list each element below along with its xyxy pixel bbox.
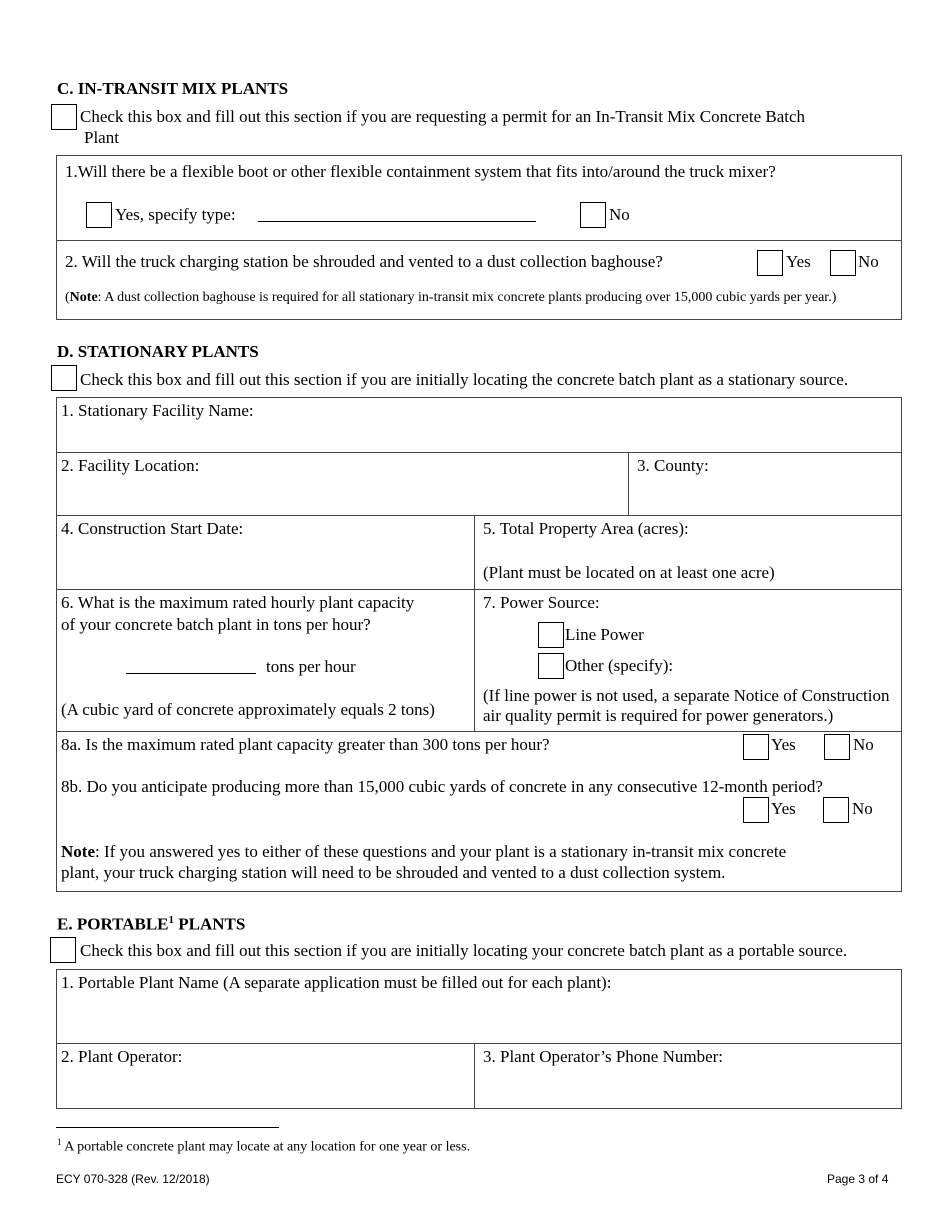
d-facility-name-label: 1. Stationary Facility Name: xyxy=(61,401,254,420)
c-q2-yes-checkbox[interactable] xyxy=(757,250,783,276)
d-note-line-1: Note: If you answered yes to either of these questions and your plant is a stationary in-transit mix concrete xyxy=(61,842,787,861)
divider xyxy=(56,731,902,732)
c-q2-text: 2. Will the truck charging station be shrouded and vented to a dust collection baghouse? xyxy=(65,252,663,271)
c-note: (Note: A dust collection baghouse is required for all stationary in-transit mix concrete plants producing over 15,000 cubic yards per year.) xyxy=(65,290,837,305)
d-q8b-yes-checkbox[interactable] xyxy=(743,797,769,823)
section-c-heading: C. IN-TRANSIT MIX PLANTS xyxy=(57,79,289,98)
divider xyxy=(56,589,902,590)
d-capacity-question-1: 6. What is the maximum rated hourly plant capacity xyxy=(61,593,415,612)
c-q1-no-checkbox[interactable] xyxy=(580,202,606,228)
divider xyxy=(56,452,902,453)
d-q8b-no-label: No xyxy=(852,799,873,818)
d-capacity-note: (A cubic yard of concrete approximately equals 2 tons) xyxy=(61,700,435,719)
d-power-note-1: (If line power is not used, a separate Notice of Construction xyxy=(483,686,890,705)
d-county-label: 3. County: xyxy=(637,456,709,475)
divider xyxy=(628,452,629,515)
c-q2-no-checkbox[interactable] xyxy=(830,250,856,276)
page-number: Page 3 of 4 xyxy=(827,1172,889,1186)
d-other-power-label: Other (specify): xyxy=(565,656,674,675)
divider xyxy=(56,1043,902,1044)
divider xyxy=(474,1043,475,1109)
c-q2-yes-label: Yes xyxy=(786,252,811,271)
c-q1-yes-label: Yes, specify type: xyxy=(115,205,236,224)
d-q8a-no-checkbox[interactable] xyxy=(824,734,850,760)
section-d-heading: D. STATIONARY PLANTS xyxy=(57,342,259,361)
c-q1-text: 1.Will there be a flexible boot or other flexible containment system that fits into/around the truck mixer? xyxy=(65,162,776,181)
section-d-checkbox[interactable] xyxy=(51,365,77,391)
d-facility-location-label: 2. Facility Location: xyxy=(61,456,200,475)
d-power-source-label: 7. Power Source: xyxy=(483,593,600,612)
section-e-heading: E. PORTABLE$^1$ PLANTS xyxy=(57,914,246,934)
d-q8b-yes-label: Yes xyxy=(771,799,796,818)
footnote-rule xyxy=(56,1127,279,1128)
d-q8a-text: 8a. Is the maximum rated plant capacity greater than 300 tons per hour? xyxy=(61,735,550,754)
section-d-check-text: Check this box and fill out this section if you are initially locating the concrete batch plant as a stationary source. xyxy=(80,370,849,389)
section-e-check-text: Check this box and fill out this section if you are initially locating your concrete batch plant as a portable source. xyxy=(80,941,848,960)
c-q2-no-label: No xyxy=(858,252,879,271)
section-e-checkbox[interactable] xyxy=(50,937,76,963)
d-q8a-no-label: No xyxy=(853,735,874,754)
d-line-power-label: Line Power xyxy=(565,625,644,644)
d-capacity-question-2: of your concrete batch plant in tons per hour? xyxy=(61,615,371,634)
c-q1-type-field[interactable] xyxy=(258,221,536,222)
section-c-check-text: Check this box and fill out this section if you are requesting a permit for an In-Transit Mix Concrete Batch xyxy=(80,107,806,126)
section-c-checkbox[interactable] xyxy=(51,104,77,130)
d-q8a-yes-checkbox[interactable] xyxy=(743,734,769,760)
section-c-check-text-cont: Plant xyxy=(84,128,119,147)
d-line-power-checkbox[interactable] xyxy=(538,622,564,648)
d-other-power-checkbox[interactable] xyxy=(538,653,564,679)
d-capacity-field[interactable] xyxy=(126,673,256,674)
d-q8a-yes-label: Yes xyxy=(771,735,796,754)
e-plant-name-label: 1. Portable Plant Name (A separate application must be filled out for each plant): xyxy=(61,973,612,992)
e-plant-operator-label: 2. Plant Operator: xyxy=(61,1047,183,1066)
d-capacity-units: tons per hour xyxy=(266,657,356,676)
d-construction-start-label: 4. Construction Start Date: xyxy=(61,519,244,538)
divider xyxy=(474,515,475,731)
e-operator-phone-label: 3. Plant Operator’s Phone Number: xyxy=(483,1047,724,1066)
divider xyxy=(56,240,902,241)
d-q8b-text: 8b. Do you anticipate producing more than 15,000 cubic yards of concrete in any consecutive 12-month period? xyxy=(61,777,823,796)
d-property-area-note: (Plant must be located on at least one acre) xyxy=(483,563,775,582)
d-power-note-2: air quality permit is required for power generators.) xyxy=(483,706,834,725)
c-q1-yes-checkbox[interactable] xyxy=(86,202,112,228)
form-id: ECY 070-328 (Rev. 12/2018) xyxy=(56,1172,210,1186)
d-note-line-2: plant, your truck charging station will need to be shrouded and vented to a dust collection system. xyxy=(61,863,726,882)
divider xyxy=(56,515,902,516)
d-property-area-label: 5. Total Property Area (acres): xyxy=(483,519,689,538)
d-q8b-no-checkbox[interactable] xyxy=(823,797,849,823)
c-q1-no-label: No xyxy=(609,205,630,224)
footnote: $^1$ A portable concrete plant may locate at any location for one year or less. xyxy=(57,1137,471,1155)
